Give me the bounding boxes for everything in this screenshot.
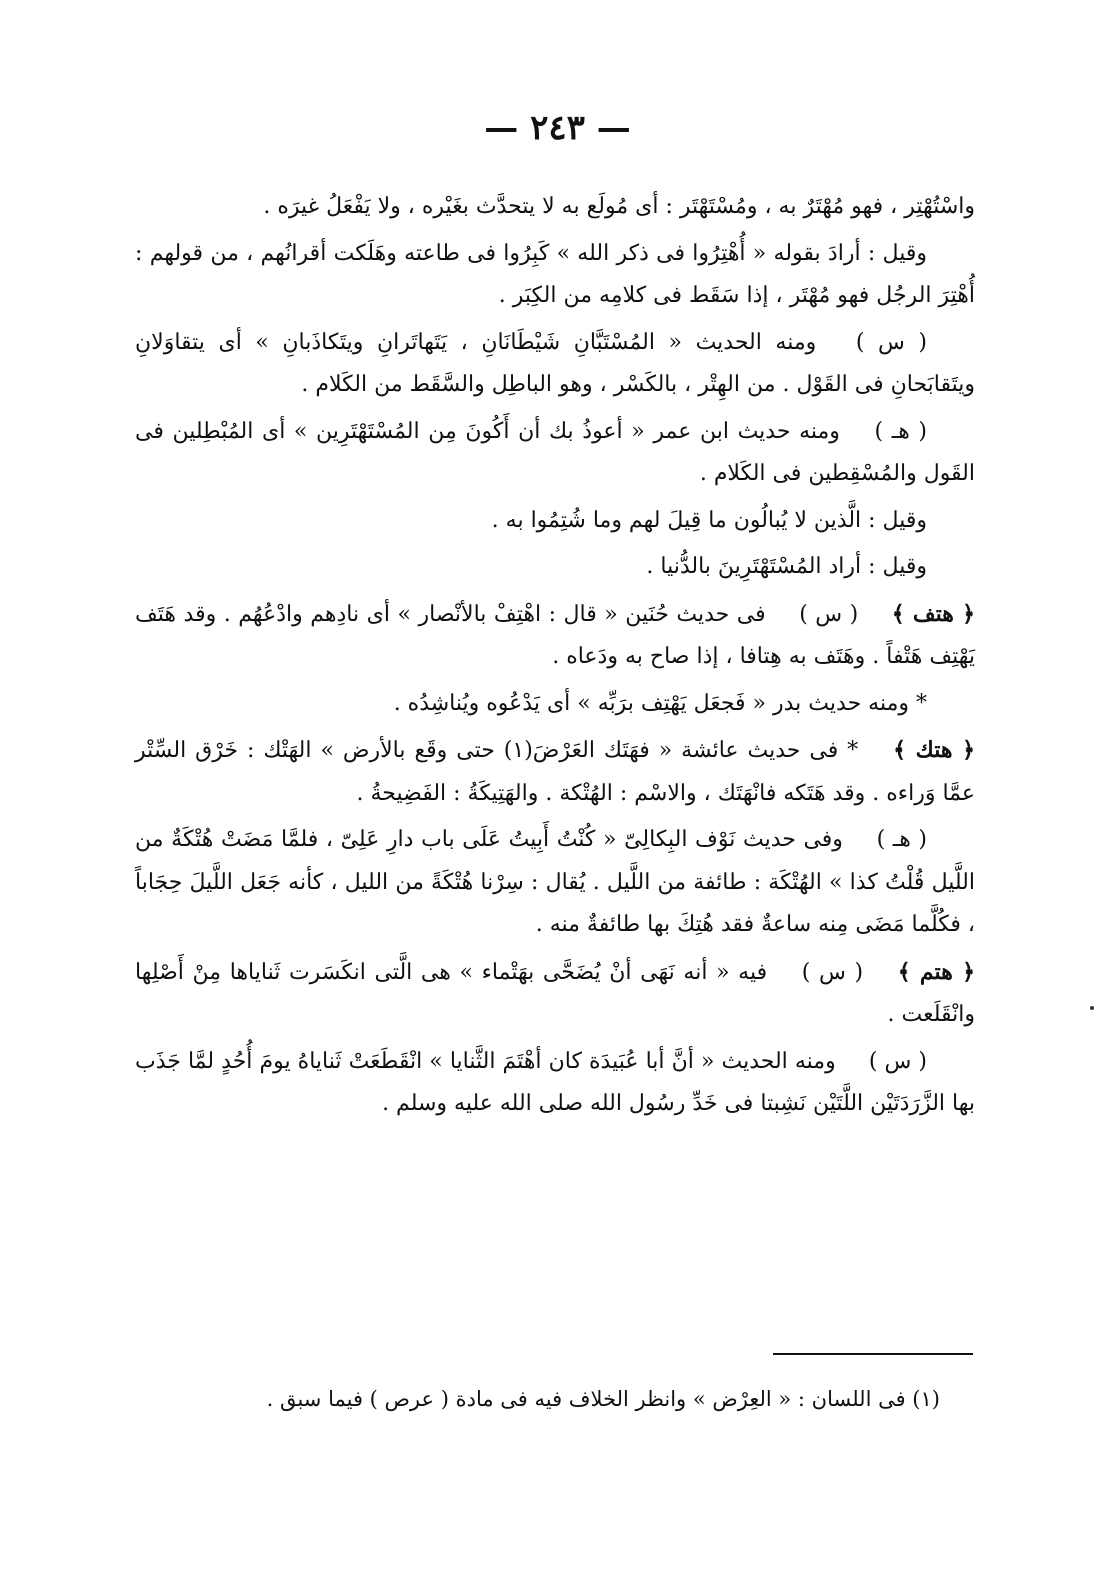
paragraph xyxy=(135,233,975,318)
entry-heading: ﴿ هتم ﴾ xyxy=(897,958,975,985)
source-tag: ( س ) xyxy=(868,1048,927,1074)
footnote: (١) فى اللسان : « العِرْض » وانظر الخلاف فيه فى مادة ( عرص ) فيما سبق . xyxy=(266,1387,940,1411)
source-tag: ( هـ ) xyxy=(874,418,927,444)
paragraph xyxy=(135,186,975,229)
source-tag: ( س ) xyxy=(801,959,864,985)
entry-heading: ﴿ هتف ﴾ xyxy=(891,600,975,627)
paragraph xyxy=(135,819,975,947)
paragraph-text: ومنه الحديث « أنَّ أبا عُبَيدَة كان أهْتَمَ الثَّنايا » انْقَطَعَتْ ثَناياهُ يومَ أُحُدٍ لمَّا جَذَب بها الزَّرَدَتَيْن اللَّتَيْن نَشِبتا فى خَدِّ رسُول الله صلى الله عليه وسلم . xyxy=(135,1048,975,1116)
paragraph-text: فى حديث حُنَين « قال : اهْتِفْ بالأنْصار » أى نادِهم وادْعُهُم . وقد هَتَف يَهْتِف هَتْفاً . وهَتَف به هِتافا ، إذا صاح به ودَعاه . xyxy=(135,601,975,669)
paragraph xyxy=(135,411,975,496)
paragraph xyxy=(135,683,975,726)
paragraph xyxy=(135,322,975,407)
paragraph-text: وقيل : أراد المُسْتَهْتَرِينَ بالدُّنيا . xyxy=(646,554,927,579)
paragraph-text: واسْتُهْتِر ، فهو مُهْتَرٌ به ، ومُسْتَهْتَر : أى مُولَع به لا يتحدَّث بغَيْره ، ولا يَفْعَلُ غيرَه . xyxy=(263,194,975,219)
paragraph-text: * ومنه حديث بدر « فَجعَل يَهْتِف برَبِّه » أى يَدْعُوه ويُناشِدُه . xyxy=(393,690,927,716)
entry-paragraph xyxy=(135,729,975,815)
paragraph-text: * فى حديث عائشة « فهَتَك العَرْضَ(١) حتى وقَع بالأرض » الهَتْك : خَرْق السِّتْر عمَّا وَراءه . وقد هَتَكه فانْهَتَك ، والاسْم : الهُتْكة . والهَتِيكَةُ : الفَضِيحةُ . xyxy=(135,738,975,806)
paragraph-text: ومنه حديث ابن عمر « أعوذُ بك أن أَكُونَ مِن المُسْتَهْتَرِين » أى المُبْطِلين فى القَول والمُسْقِطين فى الكَلام . xyxy=(135,418,975,486)
paragraph-text: فيه « أنه نَهَى أنْ يُضَحَّى بهَتْماء » هى الَّتى انكَسَرت ثَناياها مِنْ أَصْلِها وانْقَلَعت . xyxy=(135,959,975,1027)
paragraph xyxy=(135,1041,975,1126)
entry-paragraph xyxy=(135,951,975,1037)
entry-paragraph xyxy=(135,593,975,679)
entry-heading: ﴿ هتك ﴾ xyxy=(893,737,975,763)
source-tag: ( س ) xyxy=(799,601,859,627)
source-tag: ( هـ ) xyxy=(876,827,928,852)
paragraph-text: ومنه الحديث « المُسْتَبَّانِ شَيْطَانَانِ ، يَتَهاتَرانِ ويتَكاذَبانِ » أى يتقاوَلانِ ويتَقابَحانِ فى القَوْل . من الهِتْر ، بالكَسْر ، وهو الباطِل والسَّقَط من الكَلام . xyxy=(135,329,975,397)
paragraph-text: وقيل : الَّذين لا يُبالُون ما قِيلَ لهم وما شُتِمُوا به . xyxy=(491,507,927,533)
page-number: — ٢٤٣ — xyxy=(484,108,631,148)
margin-speck xyxy=(1090,1006,1094,1010)
main-text xyxy=(135,186,975,1130)
footnote-divider xyxy=(773,1353,973,1355)
paragraph-text: وقيل : أرادَ بقوله « أُهْتِرُوا فى ذكر الله » كَبِرُوا فى طاعته وهَلَكت أقرانُهم ، من قولهم : أُهْتِرَ الرجُل فهو مُهْتَر ، إذا سَقَط فى كلامِه من الكِبَر . xyxy=(135,240,975,308)
paragraph xyxy=(135,500,975,543)
source-tag: ( س ) xyxy=(855,329,927,355)
paragraph xyxy=(135,546,975,589)
paragraph-text: وفى حديث نَوْف البِكالِىّ « كُنْتُ أَبِيتُ عَلَى باب دارِ عَلِىّ ، فلمَّا مَضَتْ هُتْكَةٌ من اللَّيل قُلْتُ كذا » الهُتْكَة : طائفة من اللَّيل . يُقال : سِرْنا هُتْكَةً من الليل ، كأنه جَعَل اللَّيلَ حِجَاباً ، فكُلَّما مَضَى مِنه ساعةٌ فقد هُتِكَ بها طائفةٌ منه . xyxy=(135,827,975,937)
